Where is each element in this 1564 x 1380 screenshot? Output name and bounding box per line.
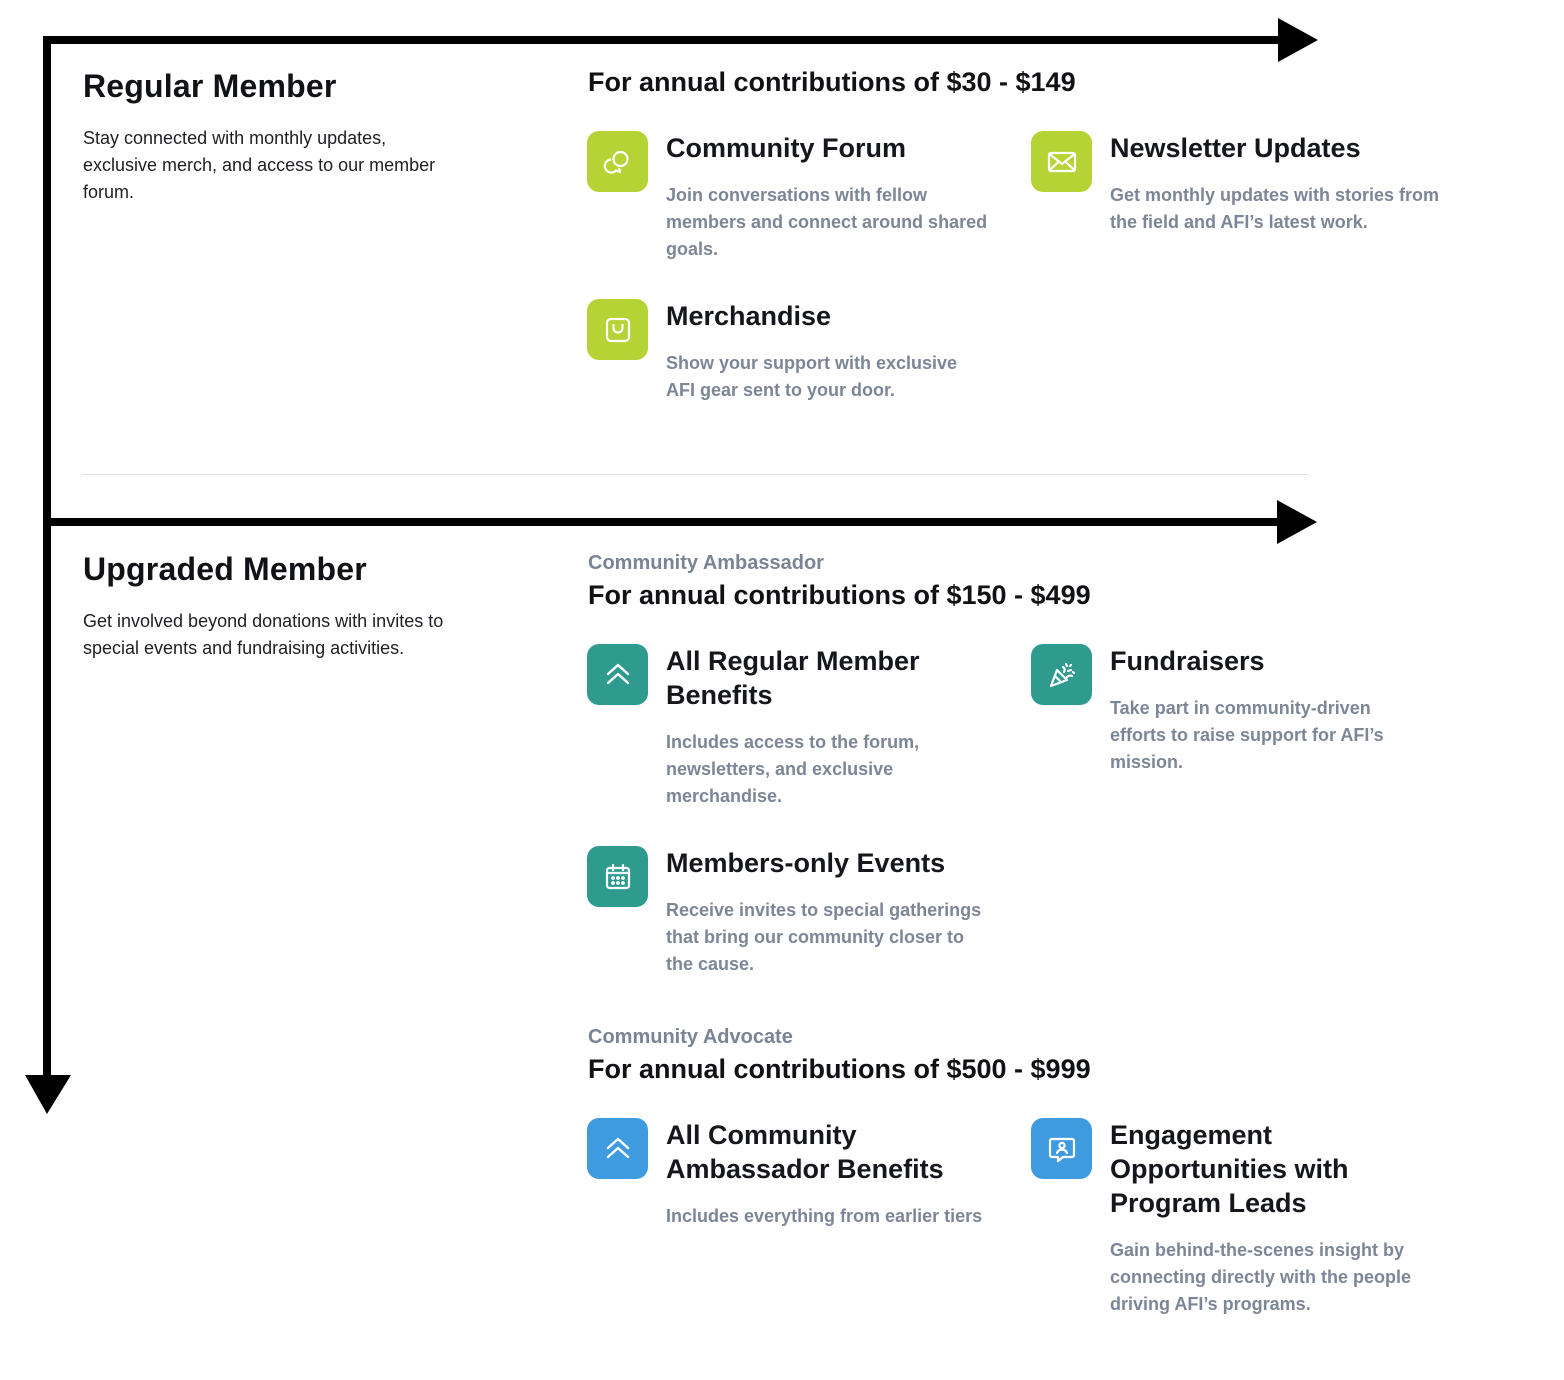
benefit-description: Join conversations with fellow members and connect around shared goals. [666,185,988,259]
benefit-description: Includes access to the forum, newsletters, and exclusive merchandise. [666,732,920,806]
benefit-community-forum [587,131,1007,271]
upgraded-tier-title: Upgraded Member [83,551,367,587]
benefit-description: Receive invites to special gatherings that bring our community closer to the cause. [666,900,982,974]
benefit-title: Fundraisers [1110,646,1265,676]
upgraded-tier-description: Get involved beyond donations with invites to special events and fundraising activities. [83,611,444,658]
double-chevron-up-icon [587,1118,648,1179]
ambassador-label: Community Ambassador [588,552,824,574]
middle-horizontal-arrow [47,500,1317,544]
top-horizontal-arrow [43,18,1318,62]
benefit-title: All Community Ambassador Benefits [666,1120,944,1184]
advocate-contribution-range: For annual contributions of $500 - $999 [588,1054,1091,1084]
regular-contribution-range: For annual contributions of $30 - $149 [588,67,1076,97]
benefit-description: Get monthly updates with stories from the field and AFI’s latest work. [1110,185,1440,232]
benefit-description: Show your support with exclusive AFI gear sent to your door. [666,353,958,400]
benefit-title: Engagement Opportunities with Program Leads [1110,1120,1349,1218]
benefit-title: Community Forum [666,133,906,163]
calendar-icon [587,846,648,907]
benefit-title: Merchandise [666,301,832,331]
benefit-title: All Regular Member Benefits [666,646,920,710]
benefit-fundraisers [1031,644,1451,784]
chat-bubbles-icon [587,131,648,192]
regular-tier-description: Stay connected with monthly updates, exclusive merch, and access to our member forum. [83,128,436,202]
section-divider [83,474,1308,475]
contact-card-icon [1031,1118,1092,1179]
vertical-axis-arrow [25,36,71,1114]
benefit-description: Gain behind-the-scenes insight by connecting directly with the people driving AFI’s programs. [1110,1240,1412,1314]
benefit-all-regular-member-benefits [587,644,1007,814]
advocate-label: Community Advocate [588,1026,793,1048]
benefit-description: Includes everything from earlier tiers [666,1206,983,1226]
benefit-merchandise [587,299,1007,409]
regular-tier-title: Regular Member [83,68,337,104]
benefit-description: Take part in community-driven efforts to raise support for AFI’s mission. [1110,698,1384,772]
double-chevron-up-icon [587,644,648,705]
party-popper-icon [1031,644,1092,705]
ambassador-contribution-range: For annual contributions of $150 - $499 [588,580,1091,610]
benefit-engagement-opportunities [1031,1118,1471,1328]
benefit-members-only-events [587,846,1007,986]
benefit-all-community-ambassador-benefits [587,1118,1007,1238]
benefit-newsletter-updates [1031,131,1451,241]
envelope-icon [1031,131,1092,192]
benefit-title: Newsletter Updates [1110,133,1361,163]
shopping-bag-icon [587,299,648,360]
benefit-title: Members-only Events [666,848,946,878]
